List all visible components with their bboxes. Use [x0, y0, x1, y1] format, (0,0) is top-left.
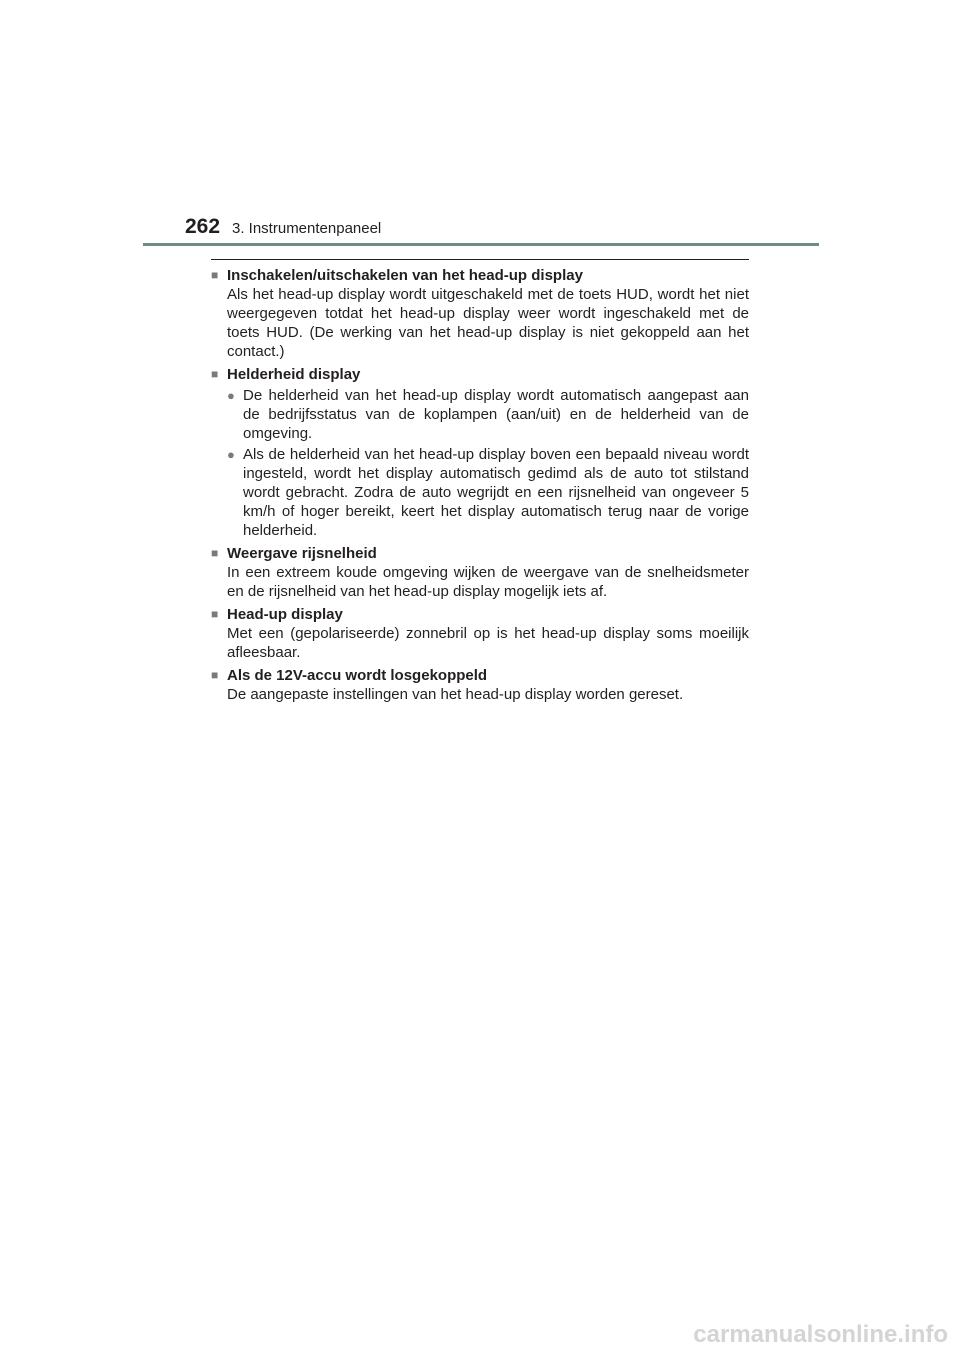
header-rule [143, 243, 819, 246]
section-heading: Helderheid display [227, 366, 361, 383]
section-paragraph: Met een (gepolariseerde) zonnebril op is het head-up display soms moeilijk afleesbaar. [227, 625, 749, 661]
section-heading: Head-up display [227, 606, 343, 623]
watermark: carmanualsonline.info [693, 1321, 948, 1348]
section-hud-toggle [211, 266, 749, 361]
square-bullet-icon: ■ [211, 367, 219, 381]
page-number: 262 [185, 215, 221, 238]
section-speed-display [211, 544, 749, 601]
section-battery-disconnect [211, 666, 749, 704]
section-divider [211, 259, 749, 260]
section-heading: Weergave rijsnelheid [227, 545, 377, 562]
list-item [211, 445, 749, 540]
section-brightness [211, 365, 749, 540]
square-bullet-icon: ■ [211, 268, 219, 282]
chapter-title: 3. Instrumentenpaneel [232, 220, 382, 237]
square-bullet-icon: ■ [211, 668, 219, 682]
list-item-text: De helderheid van het head-up display wordt automatisch aangepast aan de bedrijfsstatus van de koplampen (aan/uit) en de helderheid van de omgeving. [243, 387, 749, 442]
section-paragraph: In een extreem koude omgeving wijken de weergave van de snelheidsmeter en de rijsnelheid van het head-up display mogelijk iets af. [227, 564, 749, 600]
section-paragraph: Als het head-up display wordt uitgeschakeld met de toets HUD, wordt het niet weergegeven totdat het head-up display weer wordt ingeschakeld met de toets HUD. (De werking van het head-up display is niet gekoppeld aan het contact.) [227, 286, 749, 360]
circle-bullet-icon: ● [227, 447, 235, 462]
page-content [211, 266, 749, 708]
square-bullet-icon: ■ [211, 546, 219, 560]
section-heading: Inschakelen/uitschakelen van het head-up display [227, 267, 583, 284]
circle-bullet-icon: ● [227, 388, 235, 403]
section-hud-sunglasses [211, 605, 749, 662]
list-item [211, 386, 749, 443]
square-bullet-icon: ■ [211, 607, 219, 621]
list-item-text: Als de helderheid van het head-up display boven een bepaald niveau wordt ingesteld, wordt het display automatisch gedimd als de auto tot stilstand wordt gebracht. Zodra de auto wegrijdt en een rijsnelheid van ongeveer 5 km/h of hoger bereikt, keert het display automatisch terug naar de vorige helderheid. [243, 446, 749, 539]
section-heading: Als de 12V-accu wordt losgekoppeld [227, 667, 488, 684]
section-paragraph: De aangepaste instellingen van het head-up display worden gereset. [227, 686, 684, 703]
